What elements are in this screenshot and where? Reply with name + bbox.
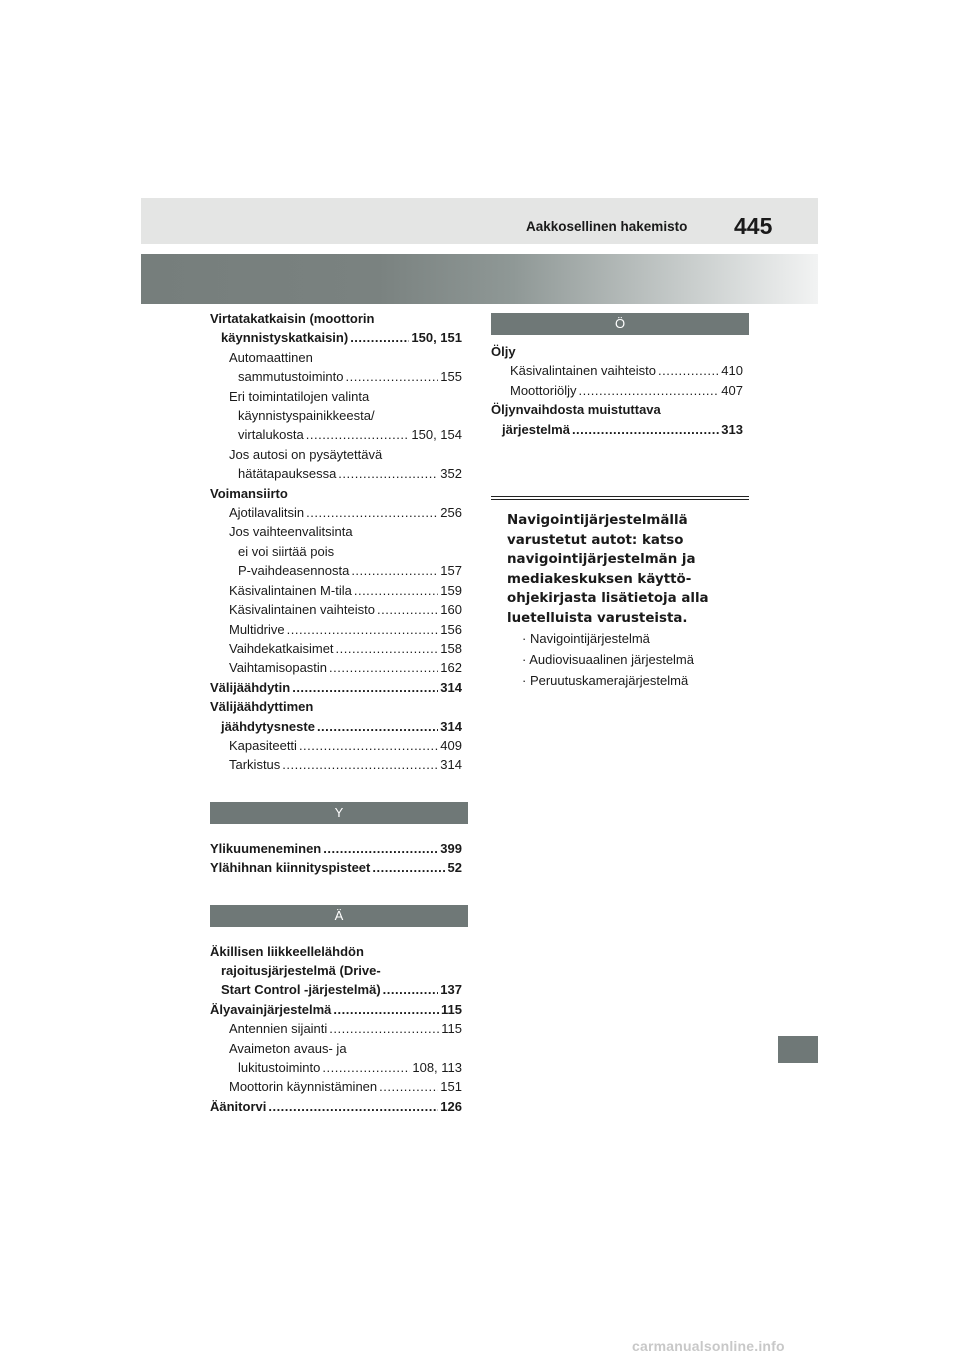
index-subentry-label: Eri toimintatilojen valinta xyxy=(229,388,370,404)
index-subentry: Käsivalintainen vaihteisto ..... 410 xyxy=(491,361,743,380)
index-entry-label: Öljy xyxy=(491,344,516,359)
index-subentry-label: Avaimeton avaus- ja xyxy=(229,1040,347,1056)
running-header-title: Aakkosellinen hakemisto xyxy=(526,219,688,234)
index-subentry: Moottoriöljy ..... 407 xyxy=(491,381,743,400)
double-rule-divider xyxy=(491,496,749,500)
index-subentry: Moottorin käynnistäminen ..... 151 xyxy=(210,1077,462,1096)
letter-section-band-ae: Ä xyxy=(210,905,468,927)
page-ref: 409 xyxy=(440,737,462,753)
index-entry: Start Control -järjestelmä) ..... 137 xyxy=(210,980,462,999)
note-line: mediakeskuksen käyttö- xyxy=(507,571,692,587)
page-ref: 313 xyxy=(721,421,743,437)
index-subentry-label: Jos vaihteenvalitsinta xyxy=(229,524,353,540)
index-subentry: Multidrive ..... 156 xyxy=(210,620,462,639)
header-bar xyxy=(141,198,818,244)
index-subentry: Vaihdekatkaisimet ..... 158 xyxy=(210,639,462,658)
page-ref: 256 xyxy=(440,505,462,521)
note-line: varustetut autot: katso xyxy=(507,532,684,548)
page-ref: 108, 113 xyxy=(412,1060,462,1075)
index-subentry: Tarkistus ..... 314 xyxy=(210,755,462,774)
index-subentry: Kapasiteetti ..... 409 xyxy=(210,736,462,755)
section-thumb-tab xyxy=(778,1036,818,1063)
page-ref: 155 xyxy=(440,369,462,385)
page-ref: 157 xyxy=(440,563,462,579)
index-subentry: Vaihtamisopastin ..... 162 xyxy=(210,658,462,677)
page-ref: 162 xyxy=(440,660,462,676)
index-subentry: lukitustoiminto ..... 108, 113 xyxy=(210,1058,462,1077)
index-entry-label: Virtatakatkaisin (moottorin xyxy=(210,311,375,326)
page-ref: 115 xyxy=(441,1021,462,1037)
page-ref: 314 xyxy=(440,718,462,734)
index-entry: Ylikuumeneminen ..... 399 xyxy=(210,839,462,858)
note-line: navigointijärjestelmän ja xyxy=(507,552,696,567)
index-subentry: virtalukosta ..... 150, 154 xyxy=(210,425,462,444)
index-subentry: P-vaihdeasennosta ..... 157 xyxy=(210,561,462,580)
page-ref: 399 xyxy=(440,840,462,856)
page-ref: 314 xyxy=(440,757,462,773)
note-line: ohjekirjasta lisätietoja alla xyxy=(507,591,709,606)
index-right-column xyxy=(491,342,743,439)
index-entry-label: Äkillisen liikkeellelähdön xyxy=(210,943,364,959)
system-list-item: · Navigointijärjestelmä xyxy=(522,628,694,649)
index-entry: käynnistyskatkaisin) ..... 150, 151 xyxy=(210,328,462,347)
index-subentry-label: Jos autosi on pysäytettävä xyxy=(229,446,383,462)
decorative-gradient-bar xyxy=(141,254,818,304)
page-ref: 159 xyxy=(440,582,462,598)
note-line: Navigointijärjestelmällä xyxy=(507,513,688,528)
page-ref: 156 xyxy=(440,621,462,637)
index-left-column xyxy=(210,309,462,1116)
index-subentry: Käsivalintainen M-tila ..... 159 xyxy=(210,581,462,600)
index-subentry-label: ei voi siirtää pois xyxy=(238,543,335,559)
index-entry-label: Välijäähdyttimen xyxy=(210,699,314,715)
index-subentry-label: käynnistyspainikkeesta/ xyxy=(238,408,375,424)
page-ref: 352 xyxy=(440,466,462,482)
letter-section-band-y: Y xyxy=(210,802,468,824)
page-ref: 150, 151 xyxy=(411,330,462,346)
page-ref: 151 xyxy=(440,1079,462,1095)
system-list xyxy=(522,628,694,691)
navigation-note xyxy=(507,511,747,628)
system-list-item: · Audiovisuaalinen järjestelmä xyxy=(522,649,694,670)
index-subentry: Käsivalintainen vaihteisto ..... 160 xyxy=(210,600,462,619)
page-ref: 160 xyxy=(440,602,462,618)
page-ref: 137 xyxy=(440,982,462,998)
index-subentry: Antennien sijainti ..... 115 xyxy=(210,1019,462,1038)
note-line: luetelluista varusteista. xyxy=(507,610,688,626)
system-list-item: · Peruutuskamerajärjestelmä xyxy=(522,670,694,691)
index-subentry: Ajotilavalitsin ..... 256 xyxy=(210,503,462,522)
index-entry-label: Öljynvaihdosta muistuttava xyxy=(491,402,661,418)
letter-section-band-oe: Ö xyxy=(491,313,749,335)
index-entry-label: rajoitusjärjestelmä (Drive- xyxy=(221,962,381,978)
watermark-text: carmanualsonline.info xyxy=(632,1338,785,1354)
index-entry-label: Voimansiirto xyxy=(210,485,288,501)
index-subentry-label: Automaattinen xyxy=(229,349,313,365)
index-entry: järjestelmä ..... 313 xyxy=(491,420,743,439)
index-entry: Ylähihnan kiinnityspisteet ..... 52 xyxy=(210,858,462,877)
page-ref: 52 xyxy=(447,860,462,876)
index-subentry: sammutustoiminto ..... 155 xyxy=(210,367,462,386)
page-ref: 126 xyxy=(440,1098,462,1114)
page-ref: 410 xyxy=(721,363,743,379)
index-entry: Äänitorvi ..... 126 xyxy=(210,1097,462,1116)
index-entry: jäähdytysneste ..... 314 xyxy=(210,717,462,736)
page-ref: 407 xyxy=(721,382,743,398)
page-ref: 150, 154 xyxy=(411,427,462,443)
page-number: 445 xyxy=(734,213,773,239)
index-entry: Välijäähdytin ..... 314 xyxy=(210,678,462,697)
index-entry: Älyavainjärjestelmä ..... 115 xyxy=(210,1000,462,1019)
page-ref: 115 xyxy=(441,1001,462,1017)
index-subentry: hätätapauksessa ..... 352 xyxy=(210,464,462,483)
page-ref: 158 xyxy=(440,640,462,656)
page-ref: 314 xyxy=(440,679,462,695)
